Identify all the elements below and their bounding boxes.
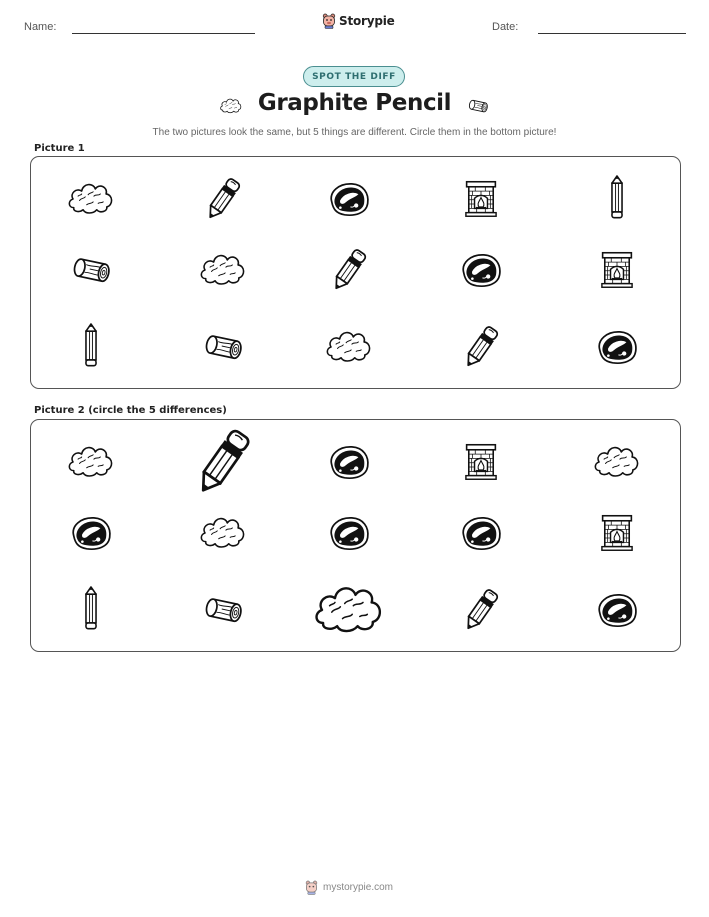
rock-icon	[599, 595, 636, 626]
cloud-icon	[201, 519, 243, 547]
picture2-label: Picture 2 (circle the 5 differences)	[34, 405, 227, 416]
footer	[305, 880, 393, 895]
pencil-icon	[86, 587, 96, 629]
brand-name: Storypie	[339, 14, 395, 28]
pencil-eraser-icon	[330, 248, 367, 292]
pencil-eraser-icon	[462, 588, 499, 632]
cloud-icon	[595, 448, 637, 476]
fireplace-icon	[602, 516, 632, 551]
date-label: Date:	[492, 21, 519, 33]
storypie-mascot-icon	[305, 880, 318, 895]
rock-icon	[331, 518, 368, 549]
name-line[interactable]	[72, 33, 255, 34]
date-line[interactable]	[538, 33, 686, 34]
pencil-eraser-icon	[194, 428, 251, 496]
rock-icon	[73, 518, 110, 549]
picture2-frame[interactable]	[30, 419, 681, 652]
picture1-frame	[30, 156, 681, 389]
fireplace-icon	[466, 445, 496, 480]
instructions-text: The two pictures look the same, but 5 things are different. Circle them in the bottom picture!	[152, 127, 557, 138]
title-log-icon	[463, 94, 493, 118]
log-icon	[205, 598, 242, 622]
rock-icon	[331, 184, 368, 215]
name-label: Name:	[24, 21, 57, 33]
page-title: Graphite Pencil	[257, 90, 452, 116]
rock-icon	[463, 518, 500, 549]
pencil-eraser-icon	[462, 325, 499, 369]
pencil-icon	[86, 324, 96, 366]
log-icon	[463, 94, 493, 118]
cloud-icon	[69, 448, 111, 476]
log-icon	[205, 335, 242, 359]
storypie-mascot-icon	[322, 13, 336, 29]
rock-icon	[599, 332, 636, 363]
picture1-grid	[31, 157, 679, 387]
spot-the-diff-badge: SPOT THE DIFF	[303, 66, 405, 87]
rock-icon	[331, 447, 368, 478]
cloud-icon	[69, 185, 111, 213]
rock-icon	[463, 255, 500, 286]
picture2-grid[interactable]	[31, 420, 679, 650]
fireplace-icon	[466, 182, 496, 217]
cloud-icon	[327, 333, 369, 361]
cloud-icon	[317, 588, 380, 631]
brand-logo	[322, 13, 395, 29]
pencil-icon	[612, 176, 622, 218]
pencil-eraser-icon	[204, 177, 241, 221]
footer-site: mystorypie.com	[323, 882, 394, 893]
fireplace-icon	[602, 253, 632, 288]
log-icon	[73, 258, 110, 282]
cloud-icon	[201, 256, 243, 284]
picture1-label: Picture 1	[34, 143, 85, 154]
